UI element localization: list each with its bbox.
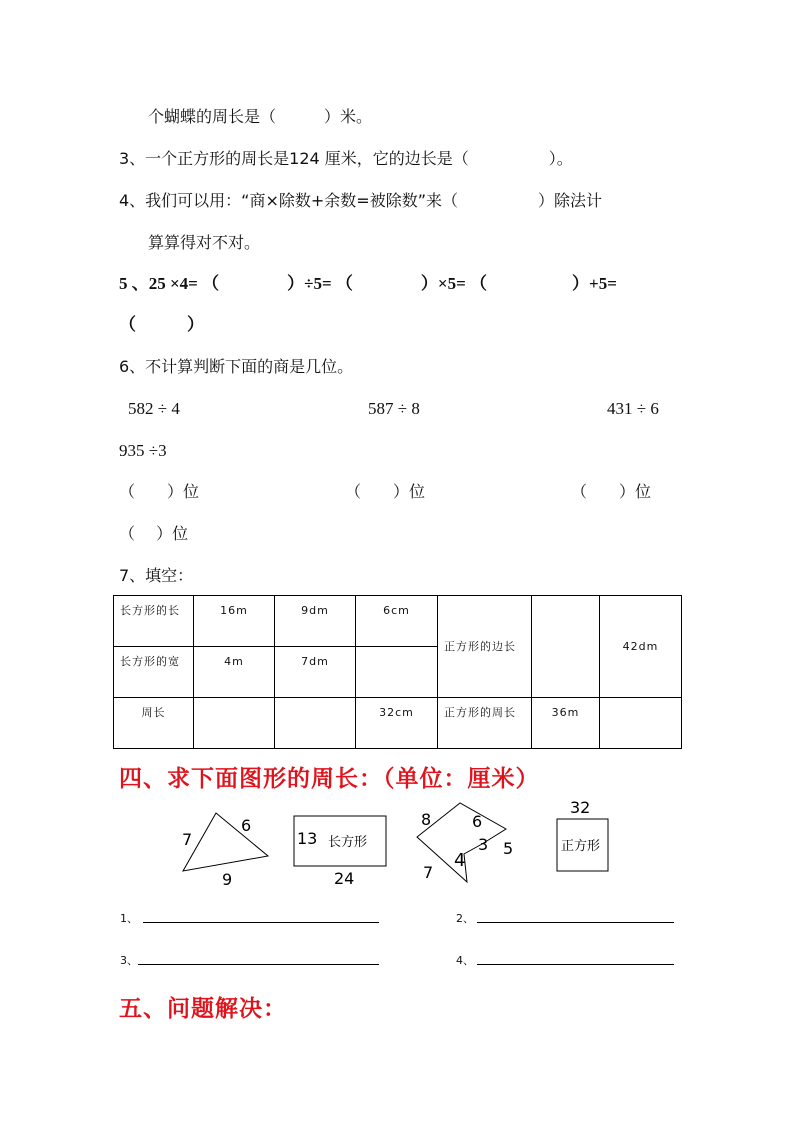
question-4-continuation: 算算得对不对。 [148,233,261,252]
square-side-value: 42dm [600,596,682,698]
cell-perimeter-3: 32cm [356,698,438,749]
question-3: 3、一个正方形的周长是124 厘米，它的边长是（ ）。 [119,149,573,168]
question-5-continuation: （ ） [119,315,204,334]
rectangle-height: 13 [297,829,318,848]
rectangle-width: 24 [334,869,355,888]
answer-line-1[interactable] [143,922,379,923]
polygon-side-3: 3 [478,835,489,854]
question-4: 4、我们可以用：“商×除数+余数=被除数”来（ ）除法计 [119,191,602,210]
square-perimeter-label: 正方形的周长 [438,698,532,749]
division-answer-2: （ ）位 [345,482,426,501]
cell-length-3: 6cm [356,596,438,647]
question-5: 5 、25 ×4= （ ）÷5= （ ）×5= （ ）+5= [119,274,617,293]
answer-line-3[interactable] [138,964,379,965]
question-7-title: 7、填空： [119,566,194,585]
polygon-side-2: 6 [472,812,483,831]
cell-width-3-blank[interactable] [356,647,438,698]
division-3: 431 ÷ 6 [607,399,659,418]
triangle-side-b: 6 [241,816,252,835]
cell-width-2: 7dm [275,647,356,698]
cell-width-1: 4m [194,647,275,698]
division-2: 587 ÷ 8 [368,399,420,418]
square-perimeter-value: 36m [532,698,600,749]
question-2-continuation: 个蝴蝶的周长是（ ）米。 [148,107,373,126]
cell-length-2: 9dm [275,596,356,647]
section-5-heading: 五、问题解决： [119,996,287,1022]
row-label-perimeter: 周长 [114,698,194,749]
cell-length-1: 16m [194,596,275,647]
division-1: 582 ÷ 4 [128,399,180,418]
question-6: 6、不计算判断下面的商是几位。 [119,357,354,376]
fill-in-table [113,595,682,749]
square-side-label: 正方形的边长 [438,596,532,698]
cell-perimeter-2-blank[interactable] [275,698,356,749]
division-answer-4: （ ）位 [119,524,189,543]
square-side: 32 [570,798,591,817]
cell-perimeter-1-blank[interactable] [194,698,275,749]
polygon-side-5: 4 [454,850,466,871]
row-label-length: 长方形的长 [114,596,194,647]
answer-line-4[interactable] [477,964,674,965]
rectangle-figure [290,810,390,890]
polygon-side-6: 7 [423,863,434,882]
division-answer-3: （ ）位 [571,482,652,501]
polygon-side-1: 8 [421,810,432,829]
square-side-cell-blank[interactable] [532,596,600,698]
answer-label-4: 4、 [456,954,474,967]
answer-label-1: 1、 [120,912,138,925]
rectangle-label: 长方形 [328,835,368,850]
polygon-figure [412,800,522,890]
answer-label-3: 3、 [120,954,138,967]
square-label: 正方形 [561,839,601,854]
section-4-heading: 四、求下面图形的周长：（单位：厘米） [119,766,540,792]
division-4: 935 ÷3 [119,441,167,460]
division-answer-1: （ ）位 [119,482,200,501]
answer-line-2[interactable] [477,922,674,923]
square-figure [550,795,620,875]
row-label-width: 长方形的宽 [114,647,194,698]
square-perimeter-blank[interactable] [600,698,682,749]
triangle-side-c: 9 [222,870,233,889]
answer-label-2: 2、 [456,912,474,925]
polygon-side-4: 5 [503,839,514,858]
triangle-side-a: 7 [182,830,193,849]
triangle-figure [170,805,280,890]
